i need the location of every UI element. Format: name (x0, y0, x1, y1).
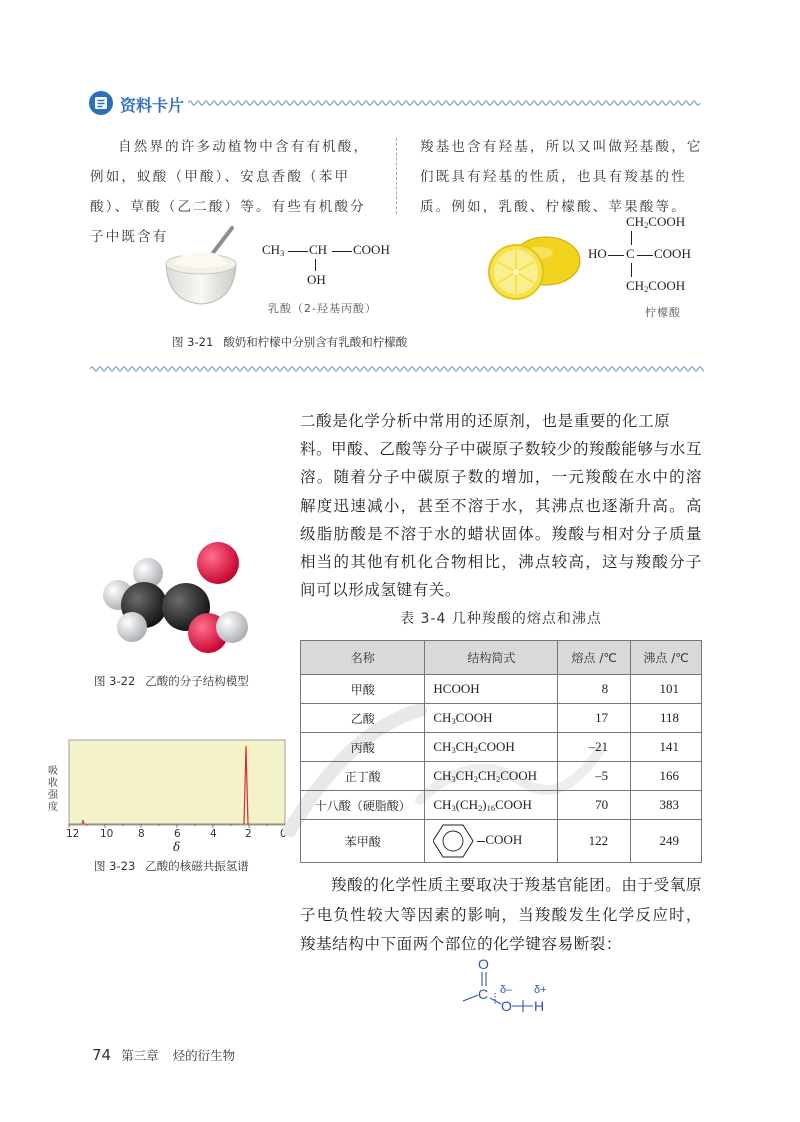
formula-sub: 2 (644, 220, 649, 231)
formula-cooh: COOH (648, 278, 686, 293)
formula-c: C (626, 246, 635, 261)
cell-mp: 8 (558, 675, 631, 704)
table-title: 表 3-4 几种羧酸的熔点和沸点 (400, 611, 602, 627)
formula-ho: HO (588, 246, 607, 261)
tick-label: 6 (174, 828, 181, 840)
chapter-title: 烃的衍生物 (172, 1048, 236, 1063)
header-boiling-point: 沸点 /℃ (631, 641, 702, 675)
bond (288, 251, 308, 252)
atom-o-top: O (478, 956, 489, 972)
lactic-acid-formula (262, 242, 402, 290)
cell-mp: 17 (558, 704, 631, 733)
cell-bp: 249 (631, 820, 702, 863)
paragraph-3: 羧酸的化学性质主要取决于羧基官能团。由于受氧原子电负性较大等因素的影响，当羧酸发生化学反应时，羧基结构中下面两个部位的化学键容易断裂： (300, 876, 702, 953)
atom-o: O (501, 998, 512, 1014)
formula-cooh: COOH (353, 242, 390, 257)
figure-3-21-caption (172, 334, 407, 350)
figure-caption-text: 乙酸的核磁共振氢谱 (145, 859, 249, 873)
tick-label: 10 (100, 828, 114, 840)
cell-formula: $CH_3(CH_2)_{16}COOH$ (425, 791, 558, 820)
cell-name: 丙酸 (301, 733, 425, 762)
chapter-label: 第三章 (121, 1048, 159, 1063)
figure-3-22-caption (94, 673, 249, 689)
cell-formula: HCOOH (425, 675, 558, 704)
benzoic-cooh: COOH (485, 831, 523, 847)
card-title: 资料卡片 (120, 96, 185, 115)
wave-divider-top (188, 98, 703, 108)
yogurt-image (160, 222, 242, 308)
page-number: 74 (92, 1046, 112, 1064)
formula-sub: 2 (644, 284, 649, 295)
cell-formula: $CH_3COOH$ (425, 704, 558, 733)
citric-acid-formula (588, 214, 708, 298)
formula-ch3: CH (262, 242, 281, 257)
table-row (301, 820, 702, 863)
formula-ch3-sub: 3 (280, 248, 285, 259)
tick-label: 12 (66, 828, 80, 840)
table-row (301, 704, 702, 733)
bond (332, 251, 352, 252)
formula-ch2-top: CH (626, 214, 645, 229)
figure-caption-text: 乙酸的分子结构模型 (145, 674, 249, 688)
bond (637, 255, 653, 256)
header-name: 名称 (301, 641, 425, 675)
card-text-left: 自然界的许多动植物中含有有机酸，例如，蚁酸（甲酸）、安息香酸（苯甲酸）、草酸（乙二酸）等。有些有机酸分子中既含有 (90, 139, 370, 245)
table-row (301, 791, 702, 820)
cell-name: 正丁酸 (301, 762, 425, 791)
cell-mp: –5 (558, 762, 631, 791)
acetic-acid-model-image (96, 535, 256, 660)
carboxyl-bond-diagram (455, 955, 565, 1017)
formula-cooh: COOH (648, 214, 686, 229)
paragraph-2: 甲酸、乙酸等分子中碳原子数较少的羧酸能够与水互溶。随着分子中碳原子数的增加，一元羧酸在水中的溶解度迅速减小，甚至不溶于水，其沸点也逐渐升高。高级脂肪酸是不溶于水的蜡状固体。羧酸与相对分子质量相当的其他有机化合物相比，沸点较高，这与羧酸分子间可以形成氢键有关。 (300, 440, 702, 600)
figure-number: 图 3-22 (94, 674, 136, 688)
figure-caption-text: 酸奶和柠檬中分别含有乳酸和柠檬酸 (223, 335, 408, 349)
cell-name: 乙酸 (301, 704, 425, 733)
formula-ch: CH (309, 242, 328, 257)
benzene-ring-icon (433, 824, 477, 858)
figure-3-23-caption (94, 858, 249, 874)
cell-mp: 70 (558, 791, 631, 820)
cell-name: 苯甲酸 (301, 820, 425, 863)
cell-mp: 122 (558, 820, 631, 863)
cell-formula: $CH_3CH_2CH_2COOH$ (425, 762, 558, 791)
bond (608, 255, 624, 256)
tick-label: 4 (210, 828, 217, 840)
cell-formula: $CH_3CH_2COOH$ (425, 733, 558, 762)
bond (315, 259, 316, 271)
cell-name: 十八酸（硬脂酸） (301, 791, 425, 820)
bond (631, 231, 632, 245)
tick-label: 0 (280, 828, 287, 840)
column-divider (396, 138, 397, 214)
nmr-spectrum (48, 738, 298, 858)
formula-oh: OH (307, 272, 326, 287)
cell-bp: 101 (631, 675, 702, 704)
nmr-x-label: δ (173, 840, 181, 854)
cell-bp: 118 (631, 704, 702, 733)
wave-divider-bottom (90, 364, 704, 374)
card-text-right: 羧基也含有羟基，所以又叫做羟基酸，它们既具有羟基的性质，也具有羧基的性质。例如，乳酸、柠檬酸、苹果酸等。 (420, 139, 703, 215)
bond (631, 263, 632, 277)
cell-bp: 166 (631, 762, 702, 791)
lemon-image (484, 228, 582, 302)
page-footer (92, 1046, 235, 1064)
formula-ch2-bottom: CH (626, 278, 645, 293)
book-icon (88, 90, 114, 120)
cell-bp: 383 (631, 791, 702, 820)
delta-plus: δ+ (534, 984, 547, 996)
cell-bp: 141 (631, 733, 702, 762)
figure-number: 图 3-23 (94, 859, 136, 873)
tick-label: 2 (245, 828, 252, 840)
atom-h: H (534, 998, 545, 1014)
header-formula: 结构简式 (425, 641, 558, 675)
tick-label: 8 (138, 828, 145, 840)
cell-formula (425, 820, 558, 863)
nmr-plot (68, 738, 288, 830)
carboxylic-acid-table (300, 640, 702, 863)
nmr-y-label: 吸收强度 (48, 766, 58, 813)
cell-mp: –21 (558, 733, 631, 762)
table-row (301, 733, 702, 762)
lactic-acid-name: 乳酸（2-羟基丙酸） (268, 302, 377, 315)
table-header-row (301, 641, 702, 675)
cell-name: 甲酸 (301, 675, 425, 704)
figure-number: 图 3-21 (172, 335, 214, 349)
formula-cooh-mid: COOH (654, 246, 691, 261)
delta-minus: δ– (500, 984, 513, 996)
atom-c: C (478, 986, 489, 1002)
table-row (301, 675, 702, 704)
card-header (88, 90, 703, 116)
paragraph-1: 二酸是化学分析中常用的还原剂，也是重要的化工原料。 (300, 412, 671, 459)
table-row (301, 762, 702, 791)
citric-acid-name: 柠檬酸 (645, 306, 681, 319)
header-melting-point: 熔点 /℃ (558, 641, 631, 675)
